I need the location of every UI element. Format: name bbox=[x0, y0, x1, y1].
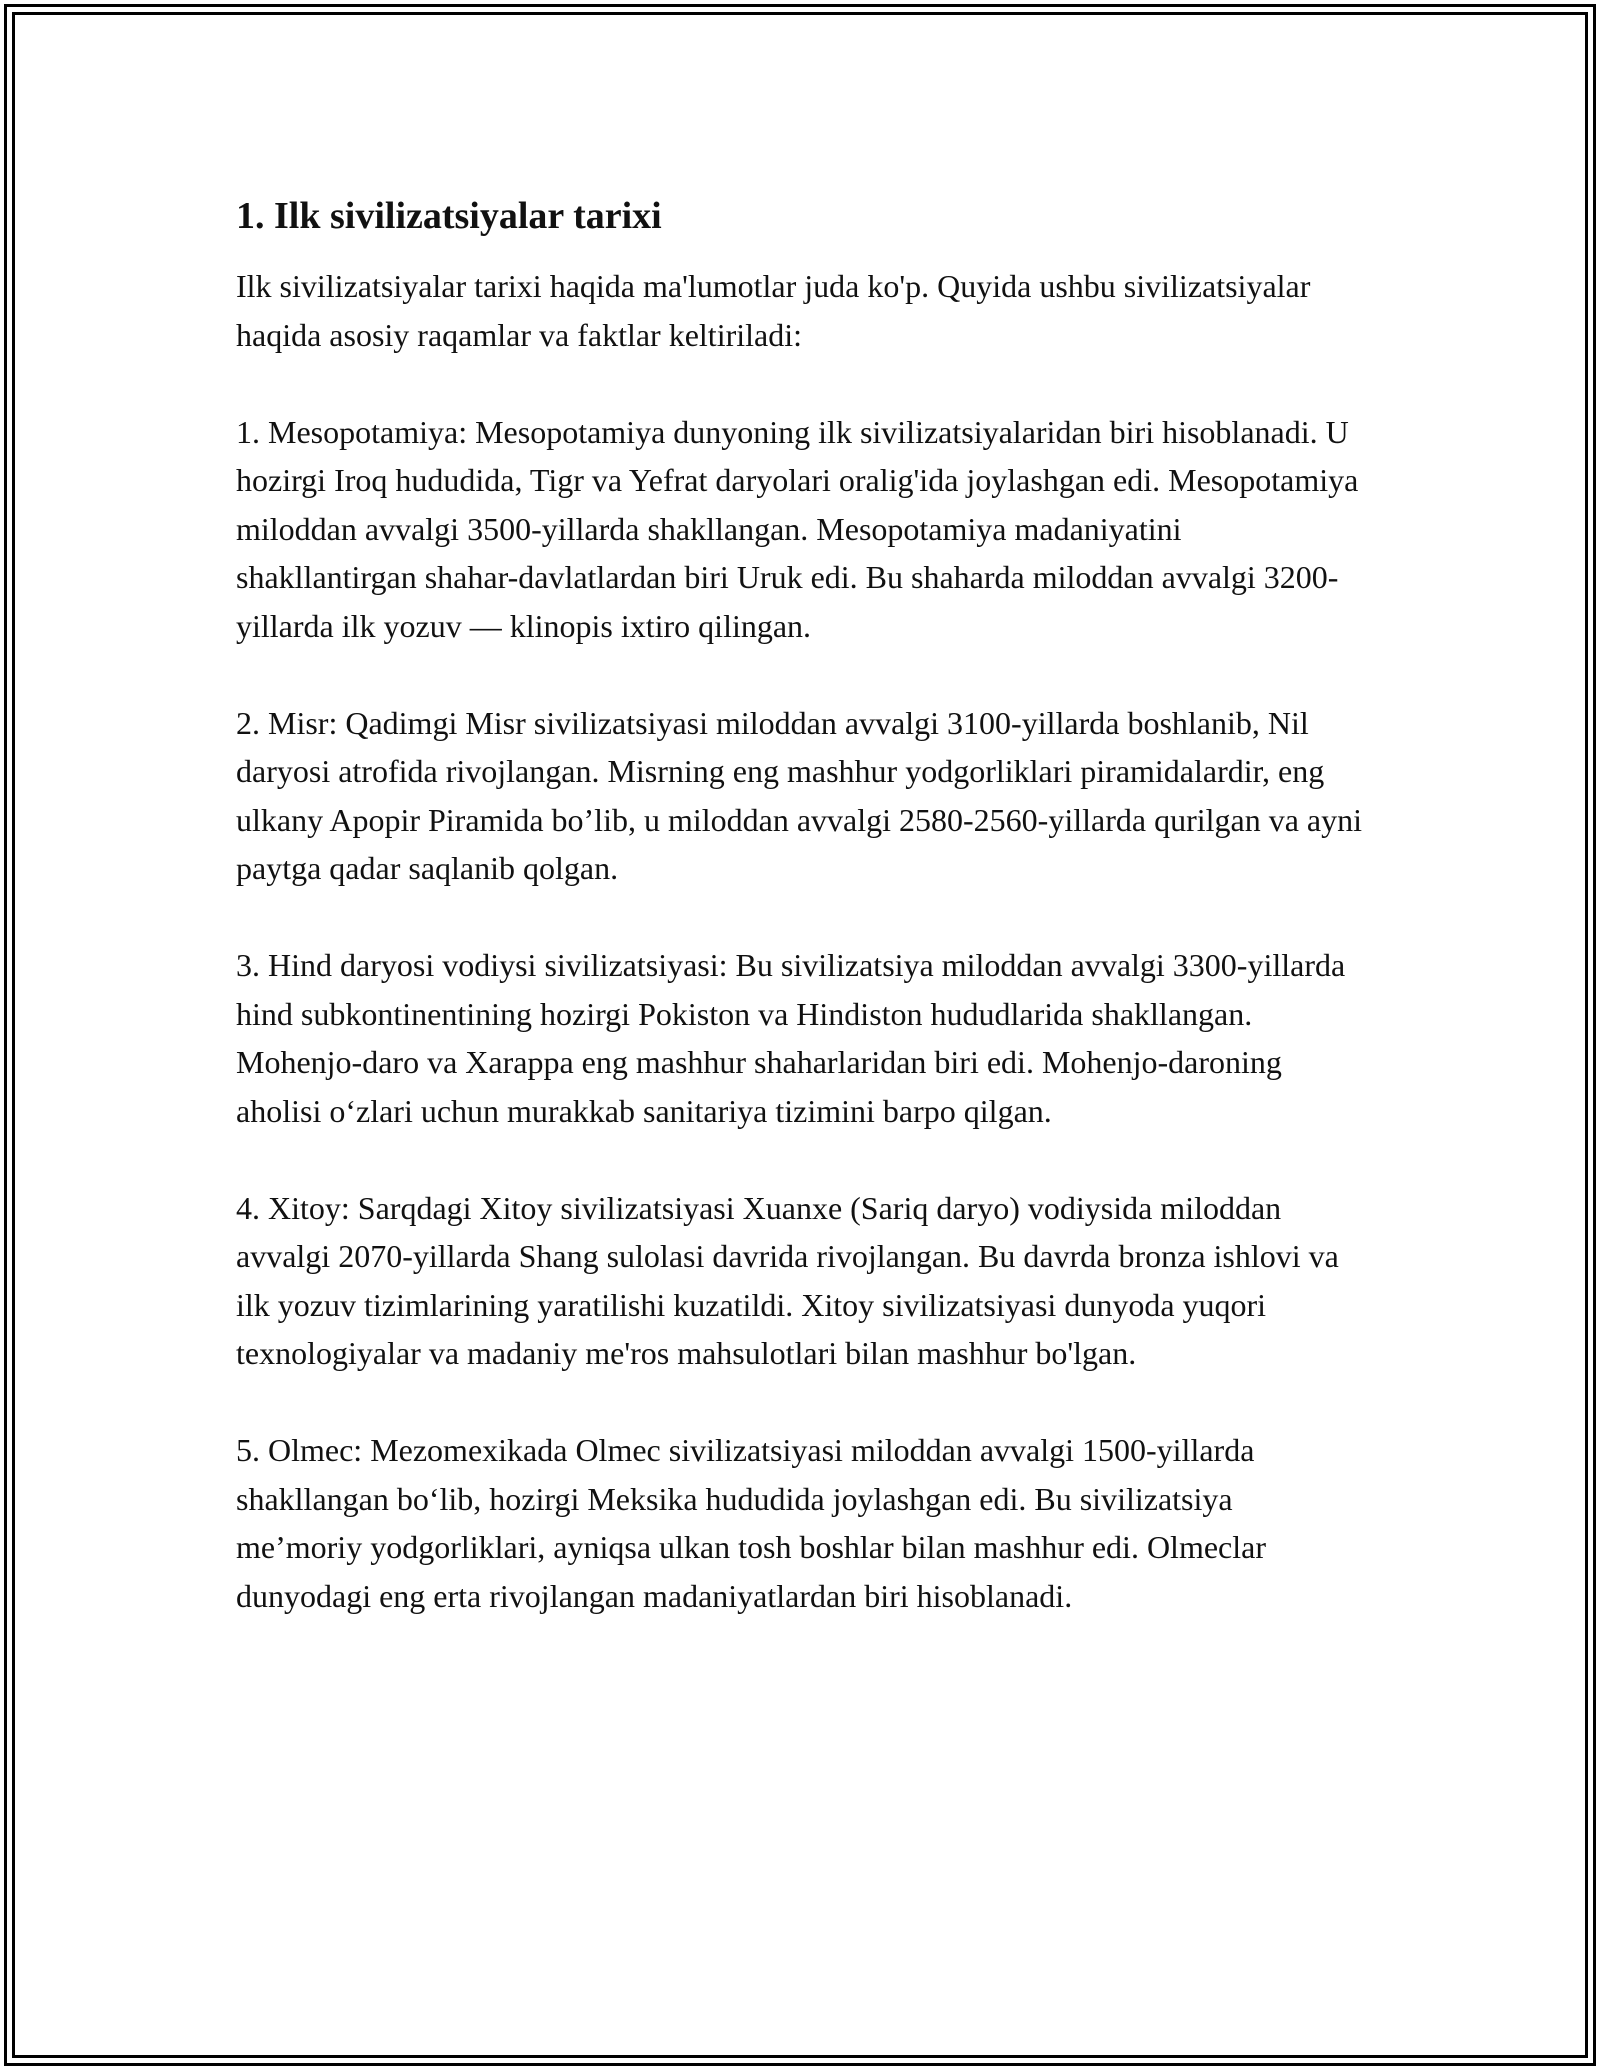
intro-paragraph: Ilk sivilizatsiyalar tarixi haqida ma'lumotlar juda ko'p. Quyida ushbu sivilizatsiyalar haqida asosiy raqamlar va faktlar keltiriladi: bbox=[236, 268, 1311, 353]
document-body bbox=[236, 192, 1366, 1669]
document-title: 1. Ilk sivilizatsiyalar tarixi bbox=[236, 195, 662, 237]
paragraph-egypt: 2. Misr: Qadimgi Misr sivilizatsiyasi miloddan avvalgi 3100-yillarda boshlanib, Nil daryosi atrofida rivojlangan. Misrning eng mashhur yodgorliklari piramidalardir, eng ulkany Apopir Piramida bo’lib, u miloddan avvalgi 2580-2560-yillarda qurilgan va ayni paytga qadar saqlanib qolgan. bbox=[236, 704, 1362, 886]
paragraph-china: 4. Xitoy: Sarqdagi Xitoy sivilizatsiyasi Xuanxe (Sariq daryo) vodiysida miloddan avvalgi 2070-yillarda Shang sulolasi davrida rivojlangan. Bu davrda bronza ishlovi va ilk yozuv tizimlarining yaratilishi kuzatildi. Xitoy sivilizatsiyasi dunyoda yuqori texnologiyalar va madaniy me'ros mahsulotlari bilan mashhur bo'lgan. bbox=[236, 1189, 1339, 1371]
paragraph-olmec: 5. Olmec: Mezomexikada Olmec sivilizatsiyasi miloddan avvalgi 1500-yillarda shakllangan bo‘lib, hozirgi Meksika hududida joylashgan edi. Bu sivilizatsiya me’moriy yodgorliklari, ayniqsa ulkan tosh boshlar bilan mashhur edi. Olmeclar dunyodagi eng erta rivojlangan madaniyatlardan biri hisoblanadi. bbox=[236, 1432, 1266, 1614]
paragraph-mesopotamia: 1. Mesopotamiya: Mesopotamiya dunyoning ilk sivilizatsiyalaridan biri hisoblanadi. U hozirgi Iroq hududida, Tigr va Yefrat daryolari oralig'ida joylashgan edi. Mesopotamiya miloddan avvalgi 3500-yillarda shakllangan. Mesopotamiya madaniyatini shakllantirgan shahar-davlatlardan biri Uruk edi. Bu shaharda miloddan avvalgi 3200-yillarda ilk yozuv — klinopis ixtiro qilingan. bbox=[236, 413, 1359, 644]
paragraph-indus-valley: 3. Hind daryosi vodiysi sivilizatsiyasi: Bu sivilizatsiya miloddan avvalgi 3300-yillarda hind subkontinentining hozirgi Pokiston va Hindiston hududlarida shakllangan. Mohenjo-daro va Xarappa eng mashhur shaharlaridan biri edi. Mohenjo-daroning aholisi o‘zlari uchun murakkab sanitariya tizimini barpo qilgan. bbox=[236, 947, 1346, 1129]
